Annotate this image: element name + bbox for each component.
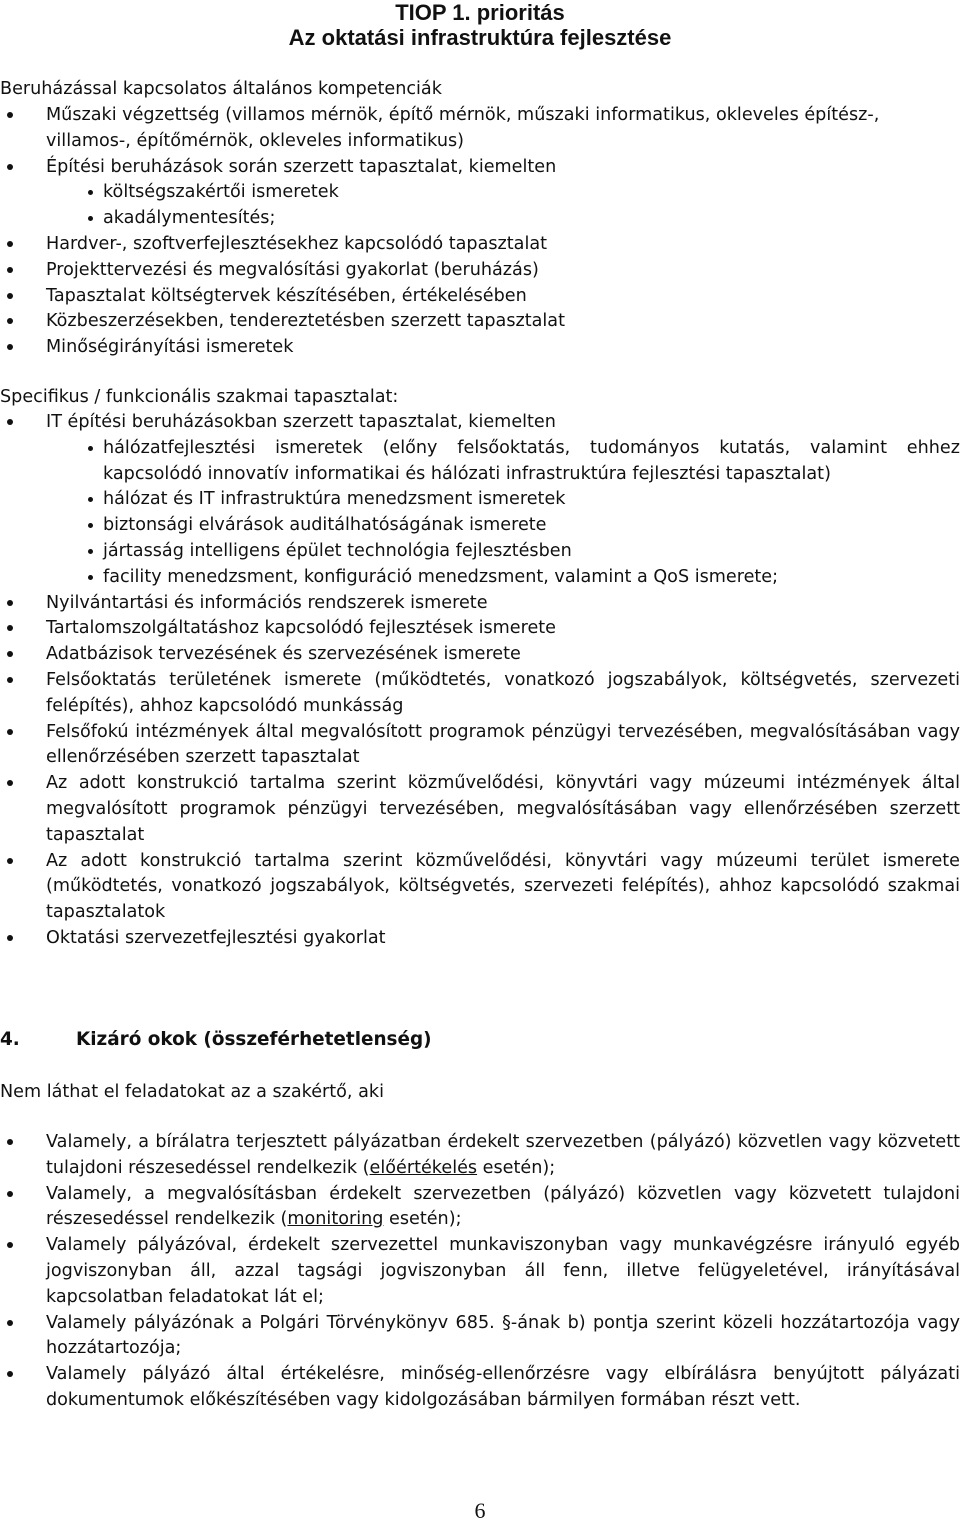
item-text: Valamely, a bírálatra terjesztett pályázatban érdekelt szervezetben (pályázó) közvetlen vagy közvetett tulajdoni részesedéssel rendelkezik ( [46,1132,960,1178]
list-item: Hardver-, szoftverfejlesztésekhez kapcsolódó tapasztalat [0,232,960,258]
general-list [0,103,960,361]
list-item: Tapasztalat költségtervek készítésében, értékelésében [0,284,960,310]
header-priority: TIOP 1. prioritás [395,0,565,25]
sub-list-item: akadálymentesítés; [0,206,960,232]
specific-list [0,410,960,952]
item-text: esetén); [383,1209,462,1230]
sub-list-item: költségszakértői ismeretek [0,180,960,206]
list-item: Az adott konstrukció tartalma szerint közművelődési, könyvtári vagy múzeumi terület ismerete (működtetés, vonatkozó jogszabályok, költségvetés, szervezeti felépítés), ahhoz kapcsolódó szakmai tapasztalatok [0,849,960,926]
item-text: Valamely, a megvalósításban érdekelt szervezetben (pályázó) közvetlen vagy közvetett tulajdoni részesedéssel rendelkezik ( [46,1183,960,1230]
list-item: Az adott konstrukció tartalma szerint közművelődési, könyvtári vagy múzeumi intézmények által megvalósított programok pénzügyi tervezésében, megvalósításában vagy ellenőrzésében szerzett tapasztalat [0,771,960,848]
list-item: Felsőoktatás területének ismerete (működtetés, vonatkozó jogszabályok, költségvetés, szervezeti felépítés), ahhoz kapcsolódó munkásság [0,668,960,720]
sub-list-item: hálózatfejlesztési ismeretek (előny felsőoktatás, tudományos kutatás, valamint ehhez kapcsolódó innovatív informatikai és hálózati infrastruktúra fejlesztési tapasztalat) [0,436,960,488]
list-item: Műszaki végzettség (villamos mérnök, építő mérnök, műszaki informatikus, okleveles építész-, villamos-, építőmérnök, okleveles informatikus) [0,103,960,155]
list-item-label: IT építési beruházásokban szerzett tapasztalat, kiemelten [46,412,556,432]
list-item: Tartalomszolgáltatáshoz kapcsolódó fejlesztések ismerete [0,616,960,642]
general-heading: Beruházással kapcsolatos általános kompetenciák [0,79,442,99]
header-title: Az oktatási infrastruktúra fejlesztése [288,25,672,50]
exclusion-list [0,1130,960,1414]
list-item: Valamely pályázóval, érdekelt szervezettel munkaviszonyban vagy munkavégzésre irányuló egyéb jogviszonyban áll, azzal tagsági jogviszonyban áll fenn, illetve felügyeletével, irányításával kapcsolatban feladatokat lát el; [0,1233,960,1310]
sub-list-item: jártasság intelligens épület technológia fejlesztésben [0,539,960,565]
list-item: Minőségirányítási ismeretek [0,335,960,361]
list-item [0,155,960,232]
list-item: Projekttervezési és megvalósítási gyakorlat (beruházás) [0,258,960,284]
sub-list [46,180,960,232]
list-item [0,1182,960,1234]
specific-heading: Specifikus / funkcionális szakmai tapasztalat: [0,387,399,407]
list-item: Nyilvántartási és információs rendszerek ismerete [0,591,960,617]
sub-list-item: hálózat és IT infrastruktúra menedzsment ismeretek [0,487,960,513]
list-item [0,410,960,591]
link-monitoring[interactable]: monitoring [287,1209,384,1230]
sub-list [46,436,960,591]
section-intro: Nem láthat el feladatokat az a szakértő, aki [0,1082,384,1102]
section-title: Kizáró okok (összeférhetetlenség) [76,1029,432,1050]
page-number: 6 [474,1498,486,1523]
sub-list-item: biztonsági elvárások auditálhatóságának ismerete [0,513,960,539]
link-preevaluation[interactable]: előértékelés [369,1157,478,1178]
list-item: Oktatási szervezetfejlesztési gyakorlat [0,926,960,952]
sub-list-item: facility menedzsment, konfiguráció menedzsment, valamint a QoS ismerete; [0,565,960,591]
list-item [0,1130,960,1182]
list-item: Adatbázisok tervezésének és szervezésének ismerete [0,642,960,668]
section-number: 4. [0,1029,20,1050]
list-item: Valamely pályázónak a Polgári Törvénykönyv 685. §-ának b) pontja szerint közeli hozzátartozója vagy hozzátartozója; [0,1311,960,1363]
list-item-label: Építési beruházások során szerzett tapasztalat, kiemelten [46,156,557,177]
list-item: Közbeszerzésekben, tendereztetésben szerzett tapasztalat [0,309,960,335]
list-item: Valamely pályázó által értékelésre, minőség-ellenőrzésre vagy elbírálásra benyújtott pályázati dokumentumok előkészítésében vagy kidolgozásában bármilyen formában részt vett. [0,1362,960,1414]
item-text: esetén); [477,1157,556,1178]
list-item: Felsőfokú intézmények által megvalósított programok pénzügyi tervezésében, megvalósításában vagy ellenőrzésében szerzett tapasztalat [0,720,960,772]
